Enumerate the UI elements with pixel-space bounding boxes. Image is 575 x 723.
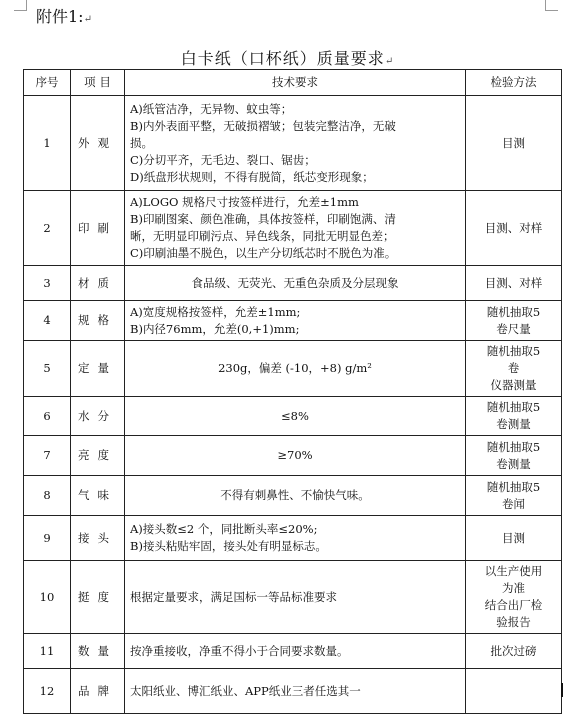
requirement-line: 晰，无明显印刷污点、异色线条，同批无明显色差； [130, 229, 395, 243]
method-line: 卷尺量 [496, 321, 531, 336]
inspection-method-cell [466, 96, 562, 191]
requirement-line: ≤8% [281, 408, 309, 423]
item-cell: 气味 [71, 476, 125, 516]
row-number-cell: 11 [24, 634, 71, 669]
item-cell: 品牌 [71, 669, 125, 714]
inspection-method-cell [466, 516, 562, 561]
requirements-cell [125, 266, 466, 301]
requirements-cell [125, 397, 466, 436]
requirement-line: 不得有刺鼻性、不愉快气味。 [220, 488, 370, 502]
table-row [24, 301, 562, 341]
requirements-cell [125, 634, 466, 669]
method-line: 卷闻 [502, 496, 525, 511]
table-row [24, 476, 562, 516]
row-number-cell: 5 [24, 341, 71, 397]
inspection-method-cell [466, 634, 562, 669]
requirement-line: 根据定量要求，满足国标一等品标准要求 [130, 589, 337, 604]
table-row [24, 341, 562, 397]
requirements-cell [125, 561, 466, 634]
requirements-cell [125, 191, 466, 266]
table-header-row [24, 70, 562, 96]
requirement-line: 损。 [130, 135, 153, 150]
text-cursor [561, 683, 563, 697]
header-cell-no: 序号 [24, 70, 71, 96]
table-row [24, 561, 562, 634]
attachment-label [36, 4, 92, 27]
method-line: 目测、对样 [484, 275, 543, 290]
attachment-label-text: 附件1: [36, 7, 84, 26]
inspection-method-cell [466, 341, 562, 397]
requirement-line: A)LOGO 规格尺寸按签样进行，允差±1mm [130, 195, 359, 209]
item-cell: 数量 [71, 634, 125, 669]
requirement-line: A)纸管洁净，无异物、蚊虫等； [130, 101, 293, 116]
requirement-line: D)纸盘形状规则，不得有脱简，纸芯变形现象； [130, 169, 374, 184]
item-cell: 材质 [71, 266, 125, 301]
table-row [24, 266, 562, 301]
inspection-method-cell [466, 436, 562, 476]
table-row [24, 516, 562, 561]
row-number-cell: 8 [24, 476, 71, 516]
requirements-cell [125, 436, 466, 476]
method-line: 批次过磅 [490, 643, 537, 658]
requirements-cell [125, 516, 466, 561]
method-line: 目测 [502, 135, 525, 150]
inspection-method-cell [466, 301, 562, 341]
inspection-method-cell [466, 669, 562, 714]
item-cell: 规格 [71, 301, 125, 341]
method-line: 验报告 [496, 615, 531, 629]
method-line: 卷 [507, 361, 520, 375]
method-line: 目测、对样 [484, 220, 543, 235]
table-row [24, 397, 562, 436]
document-title-text: 白卡纸（口杯纸）质量要求 [180, 49, 385, 68]
paragraph-mark-icon: ↵ [83, 14, 92, 25]
item-cell: 外观 [71, 96, 125, 191]
table-row [24, 191, 562, 266]
row-number-cell: 1 [24, 96, 71, 191]
requirements-cell [125, 301, 466, 341]
item-cell: 印刷 [71, 191, 125, 266]
header-cell-requirements: 技术要求 [125, 70, 466, 96]
inspection-method-cell [466, 191, 562, 266]
item-cell: 亮度 [71, 436, 125, 476]
method-line: 卷测量 [496, 417, 531, 431]
method-line: 目测 [502, 530, 525, 545]
row-number-cell: 6 [24, 397, 71, 436]
row-number-cell: 12 [24, 669, 71, 714]
requirement-line: 太阳纸业、博汇纸业、APP纸业三者任选其一 [130, 683, 361, 698]
requirement-line: B)接头粘贴牢固，接头处有明显标志。 [130, 539, 327, 553]
header-cell-item: 项 目 [71, 70, 125, 96]
quality-requirements-table [23, 69, 562, 714]
requirements-cell [125, 341, 466, 397]
requirement-line: A)接头数≤2 个，同批断头率≤20%; [130, 522, 318, 536]
table-row [24, 436, 562, 476]
paragraph-mark-icon: ↵ [384, 56, 395, 67]
requirement-line: C)分切平齐，无毛边、裂口、锯齿； [130, 152, 316, 167]
row-number-cell: 7 [24, 436, 71, 476]
inspection-method-cell [466, 266, 562, 301]
requirement-line: 按净重接收，净重不得小于合同要求数量。 [130, 643, 349, 658]
method-line: 随机抽取5 [486, 479, 541, 494]
table-row [24, 634, 562, 669]
table-row [24, 96, 562, 191]
requirement-line: 食品级、无荧光、无重色杂质及分层现象 [191, 275, 399, 290]
method-line: 仪器测量 [490, 378, 537, 392]
requirement-line: B)内外表面平整，无破损褶皱；包装完整洁净，无破 [130, 118, 396, 133]
requirements-cell [125, 669, 466, 714]
row-number-cell: 9 [24, 516, 71, 561]
method-line: 随机抽取5 [486, 439, 541, 454]
row-number-cell: 10 [24, 561, 71, 634]
inspection-method-cell [466, 561, 562, 634]
method-line: 为准 [502, 581, 525, 595]
requirement-line: C)印刷油墨不脱色，以生产分切纸芯时不脱色为准。 [130, 246, 397, 260]
method-line: 随机抽取5 [486, 400, 541, 414]
method-line: 结合出厂检 [484, 598, 543, 612]
requirements-cell [125, 476, 466, 516]
page-corner-mark-left [14, 0, 27, 11]
method-line: 随机抽取5 [486, 304, 541, 319]
requirement-line: B)内径76mm，允差(0,+1)mm; [130, 321, 300, 336]
method-line: 以生产使用 [484, 564, 543, 578]
header-cell-method: 检验方法 [466, 70, 562, 96]
requirement-line: ≥70% [277, 448, 313, 462]
row-number-cell: 4 [24, 301, 71, 341]
row-number-cell: 2 [24, 191, 71, 266]
requirement-line: 230g，偏差 (-10，+8) g/m² [218, 361, 372, 375]
item-cell: 定量 [71, 341, 125, 397]
requirements-cell [125, 96, 466, 191]
method-line: 卷测量 [496, 456, 531, 471]
method-line: 随机抽取5 [486, 344, 541, 358]
inspection-method-cell [466, 397, 562, 436]
item-cell: 水分 [71, 397, 125, 436]
row-number-cell: 3 [24, 266, 71, 301]
requirement-line: A)宽度规格按签样，允差±1mm; [130, 304, 301, 319]
item-cell: 挺度 [71, 561, 125, 634]
item-cell: 接头 [71, 516, 125, 561]
table-row [24, 669, 562, 714]
requirement-line: B)印刷图案、颜色准确，具体按签样，印刷饱满、清 [130, 212, 396, 226]
document-title [0, 46, 575, 69]
inspection-method-cell [466, 476, 562, 516]
page-corner-mark-right [545, 0, 558, 11]
